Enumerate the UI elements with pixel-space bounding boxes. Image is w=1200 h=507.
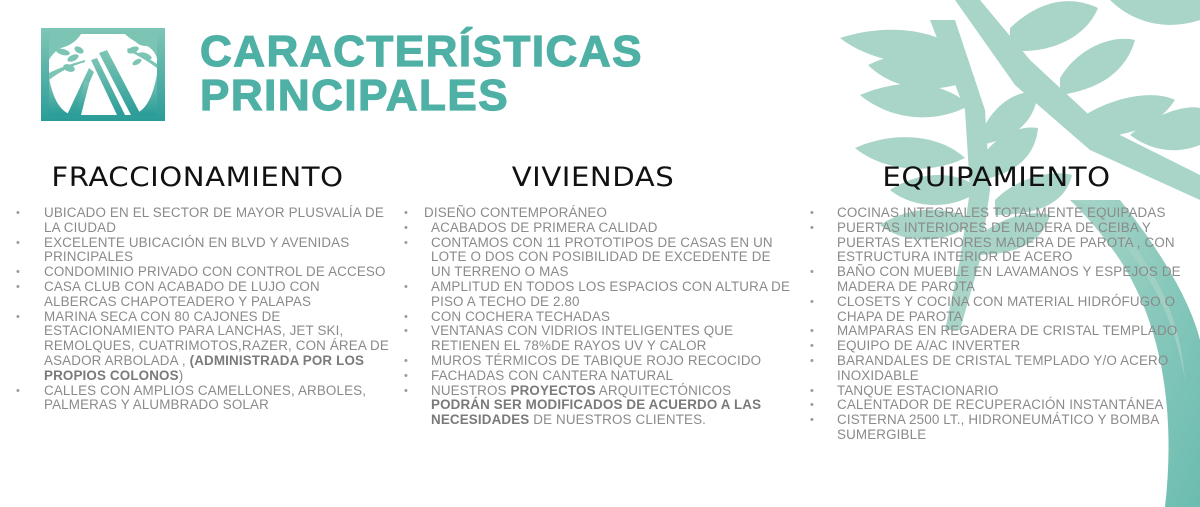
list-item: • MAMPARAS EN REGADERA DE CRISTAL TEMPLADO	[793, 324, 1200, 339]
list-item: • MARINA SECA CON 80 CAJONES DE ESTACIONAMIENTO PARA LANCHAS, JET SKI, REMOLQUES, CUATRIMOTOS,RAZER, CON ÁREA DE ASADOR ARBOLADA , (ADMINISTRADA POR LOS PROPIOS COLONOS)	[0, 310, 395, 384]
title-line-1: CARACTERÍSTICAS	[200, 27, 643, 76]
column-heading: EQUIPAMIENTO	[882, 162, 1111, 193]
column-heading: VIVIENDAS	[511, 162, 675, 193]
list-item: • CONTAMOS CON 11 PROTOTIPOS DE CASAS EN UN LOTE O DOS CON POSIBILIDAD DE EXCEDENTE DE UN TERRENO O MAS	[393, 236, 793, 280]
list-item: • CISTERNA 2500 LT., HIDRONEUMÁTICO Y BOMBA SUMERGIBLE	[793, 413, 1200, 443]
feature-list	[393, 206, 793, 428]
list-item: • EQUIPO DE A/AC INVERTER	[793, 339, 1200, 354]
list-item: • DISEÑO CONTEMPORÁNEO	[393, 206, 793, 221]
list-item: • UBICADO EN EL SECTOR DE MAYOR PLUSVALÍA DE LA CIUDAD	[0, 206, 395, 236]
column-equipamiento	[793, 160, 1200, 443]
list-item: • CALENTADOR DE RECUPERACIÓN INSTANTÁNEA	[793, 398, 1200, 413]
column-heading: FRACCIONAMIENTO	[51, 162, 344, 193]
list-item: • FACHADAS CON CANTERA NATURAL	[393, 369, 793, 384]
list-item: • AMPLITUD EN TODOS LOS ESPACIOS CON ALTURA DE PISO A TECHO DE 2.80	[393, 280, 793, 310]
list-item: • CALLES CON AMPLIOS CAMELLONES, ARBOLES, PALMERAS Y ALUMBRADO SOLAR	[0, 384, 395, 414]
list-item: • MUROS TÉRMICOS DE TABIQUE ROJO RECOCIDO	[393, 354, 793, 369]
list-item: • CASA CLUB CON ACABADO DE LUJO CON ALBERCAS CHAPOTEADERO Y PALAPAS	[0, 280, 395, 310]
title-line-2: PRINCIPALES	[200, 71, 510, 120]
list-item: • ACABADOS DE PRIMERA CALIDAD	[393, 221, 793, 236]
list-item: • BAÑO CON MUEBLE EN LAVAMANOS Y ESPEJOS DE MADERA DE PAROTA	[793, 265, 1200, 295]
list-item: • NUESTROS PROYECTOS ARQUITECTÓNICOS PODRÁN SER MODIFICADOS DE ACUERDO A LAS NECESIDADES DE NUESTROS CLIENTES.	[393, 384, 793, 428]
column-viviendas	[393, 160, 793, 428]
list-item: • TANQUE ESTACIONARIO	[793, 384, 1200, 399]
feature-list	[793, 206, 1200, 443]
list-item: • BARANDALES DE CRISTAL TEMPLADO Y/O ACERO INOXIDABLE	[793, 354, 1200, 384]
list-item: • CONDOMINIO PRIVADO CON CONTROL DE ACCESO	[0, 265, 395, 280]
list-item: • CON COCHERA TECHADAS	[393, 310, 793, 325]
list-item: • CLOSETS Y COCINA CON MATERIAL HIDRÓFUGO O CHAPA DE PAROTA	[793, 295, 1200, 325]
column-fraccionamiento	[0, 160, 395, 413]
feature-list	[0, 206, 395, 413]
page-title	[200, 27, 643, 120]
list-item: • PUERTAS INTERIORES DE MADERA DE CEIBA Y PUERTAS EXTERIORES MADERA DE PAROTA , CON ESTRUCTURA INTERIOR DE ACERO	[793, 221, 1200, 265]
list-item: • VENTANAS CON VIDRIOS INTELIGENTES QUE RETIENEN EL 78%DE RAYOS UV Y CALOR	[393, 324, 793, 354]
list-item: • EXCELENTE UBICACIÓN EN BLVD Y AVENIDAS PRINCIPALES	[0, 236, 395, 266]
tent-trees-logo-icon	[41, 28, 165, 121]
list-item: • COCINAS INTEGRALES TOTALMENTE EQUIPADAS	[793, 206, 1200, 221]
